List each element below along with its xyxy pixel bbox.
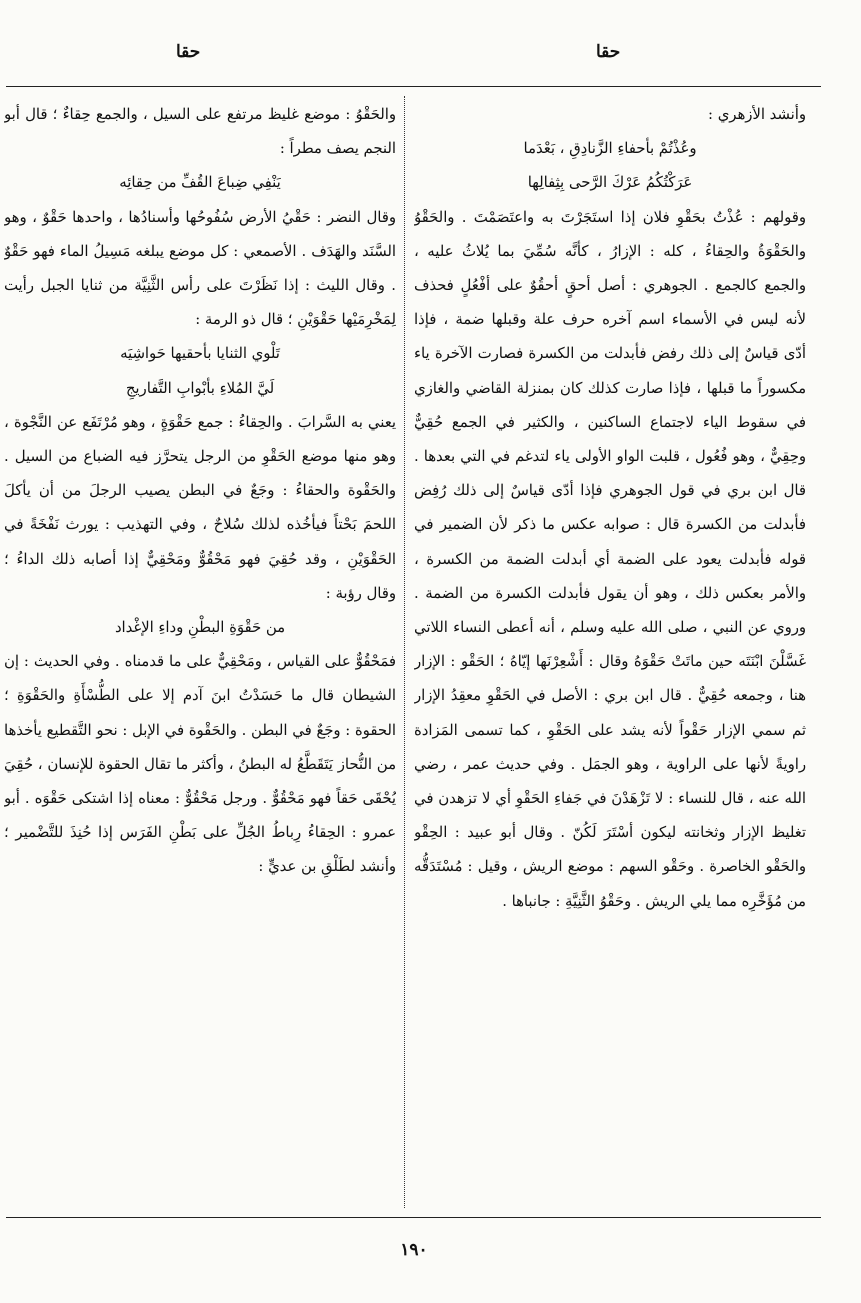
page-number: ١٩٠ bbox=[400, 1240, 428, 1260]
verse-line: من حَقْوَةِ البطْنِ وداءِ الإغْداد bbox=[114, 619, 286, 637]
verse-line: لَيَّ المُلاءِ بأبْوابِ التَّفاريجِ bbox=[125, 379, 275, 397]
paragraph: وقولهم : عُذْتُ بحَقْوِ فلان إذا استَجَرْتَ به واعتَصَمْتَ . والحَقْوُ والحَقْوَةُ والحِقاءُ ، كله : الإزارُ ، كأنَّه سُمِّيَ بما يُلاثُ عليه ، والجمع كالجمع . الجوهري : أصل أحقٍ أحقُوٌ على أفْعُلٍ فحذف لأنه ليس في الأسماء اسم آخره حرف علة وقبلها ضمة ، فإذا أدّى قياسٌ إلى ذلك رفض فأبدلت من الكسرة فصارت الآخرة ياء مكسوراً ما قبلها ، فإذا صارت كذلك كان بمنزلة القاضي والغازي في سقوط الياء لاجتماع الساكنين ، والكثير في الجمع حُقِيٌّ وحِقِيٌّ ، وهو فُعُول ، قلبت الواو الأولى ياء لتدغم في التي بعدها . قال ابن بري في قول الجوهري فإذا أدّى قياسٌ إلى ذلك رُفِض فأبدلت من الكسرة قال : صوابه عكس ما ذكر لأن الضمير في قوله فأبدلت يعود على الضمة أي أبدلت الضمة من الكسرة ، والأمر بعكس ذلك ، وهو أن يقول فأبدلت الكسرة من الضمة . وروي عن النبي ، صلى الله عليه وسلم ، أنه أعطى النساء اللاتي غَسَّلْنَ ابْنَتَه حين ماتَتْ حَقْوَهُ وقال : أَشْعِرْنَها إيّاهُ ؛ الحَقْو : الإزار هنا ، وجمعه حُقِيٌّ . قال ابن بري : الأصل في الحَقْوِ معقِدُ الإزار ثم سمي الإزار حَقْواً لأنه يشد على الحَقْوِ ، كما تسمى المَزادة راويةً لأنها على الراوية ، وهو الجمَل . وفي حديث عمر ، رضي الله عنه ، قال للنساء : لا تَزْهَدْنَ في جَفاءِ الحَقْوِ أي لا تزهدن في تغليظ الإزار وثخانته ليكون أسْتَرَ لَكُنّ . وقال أبو عبيد : الحِقْو والحَقْو الخاصرة . وحَقْو السهم : موضع الريش ، وقيل : مُسْتَدَقُّه من مُؤَخَّرِه مما يلي الريش . وحَقْوُ الثَّنِيَّةِ : جانباها . bbox=[414, 208, 806, 910]
left-column bbox=[4, 98, 396, 1210]
paragraph: وقال النضر : حَقْيُ الأرض سُفُوحُها وأسنادُها ، واحدها حَقْوٌ ، وهو السَّنَد والهَدَف . الأصمعي : كل موضع يبلغه مَسِيلُ الماء فهو حَقْوٌ . وقال الليث : إذا نَظَرْتَ على رأس الثَّنِيَّة من ثنايا الجبل رأيت لِمَخْرِمَيْها حَقْوَيْنِ ؛ قال ذو الرمة : bbox=[4, 208, 396, 329]
column-divider bbox=[404, 96, 405, 1208]
top-rule bbox=[6, 86, 821, 87]
paragraph: والحَقْوُ : موضع غليظ مرتفع على السيل ، والجمع حِقاءٌ ؛ قال أبو النجم يصف مطراً : bbox=[4, 106, 396, 158]
paragraph: فمَحْقُوٌّ على القياس ، ومَحْقِيٌّ على ما قدمناه . وفي الحديث : إن الشيطان قال ما حَسَدْتُ ابنَ آدم إلا على الطُّسْأَةِ والحَقْوَةِ ؛ الحقوة : وجَعٌ في البطن . والحَقْوة في الإبل : نحو التَّقطيع يأخذها من النُّحاز يَتَقَطَّعُ له البطنُ ، وأكثر ما تقال الحقوة للإنسان ، حُقِيَ يُحْقَى حَقاً فهو مَحْقُوٌّ . ورجل مَحْقُوٌّ : معناه إذا اشتكى حَقْوَه . أبو عمرو : الحِقاءُ رِباطُ الجُلِّ على بَطْنِ الفَرَس إذا حُنِذَ للتَّضْمير ؛ وأنشد لطَلْقِ بن عديٍّ : bbox=[4, 653, 396, 876]
verse-line: يَنْفِي ضِباعَ القُفِّ من حِقائِه bbox=[119, 174, 281, 192]
paragraph: يعني به السَّرابَ . والحِقاءُ : جمع حَقْوَةٍ ، وهو مُرْتَفَع عن النَّجْوة ، وهو منها موضع الحَقْوِ من الرجل يتحرَّز فيه الضباع من السيل . والحَقْوة والحقاءُ : وجَعٌ في البطن يصيب الرجلَ من أن يأكلَ اللحمَ بَحْتاً فيأخُذه لذلك سُلاحٌ ، وفي التهذيب : يورث نَفْخَةً في الحَقْوَيْنِ ، وقد حُقِيَ فهو مَحْقُوٌّ ومَحْقِيٌّ إذا أصابه ذلك الداءُ ؛ وقال رؤبة : bbox=[4, 413, 396, 602]
verse-line: وعُذْتُمْ بأحفاءِ الزَّنادِقِ ، بَعْدَما bbox=[523, 140, 697, 158]
verse-line: عَرَكْتُكُمُ عَرْكَ الرَّحى بِثِفالِها bbox=[527, 174, 693, 192]
verse-line: تَلْوي الثنايا بأحقيها حَواشِيَه bbox=[120, 345, 280, 363]
intro-line: وأنشد الأزهري : bbox=[708, 106, 806, 123]
header-right-word: حقا bbox=[596, 42, 621, 62]
bottom-rule bbox=[6, 1217, 821, 1218]
right-column bbox=[414, 98, 806, 1210]
header-left-word: حقا bbox=[176, 42, 201, 62]
